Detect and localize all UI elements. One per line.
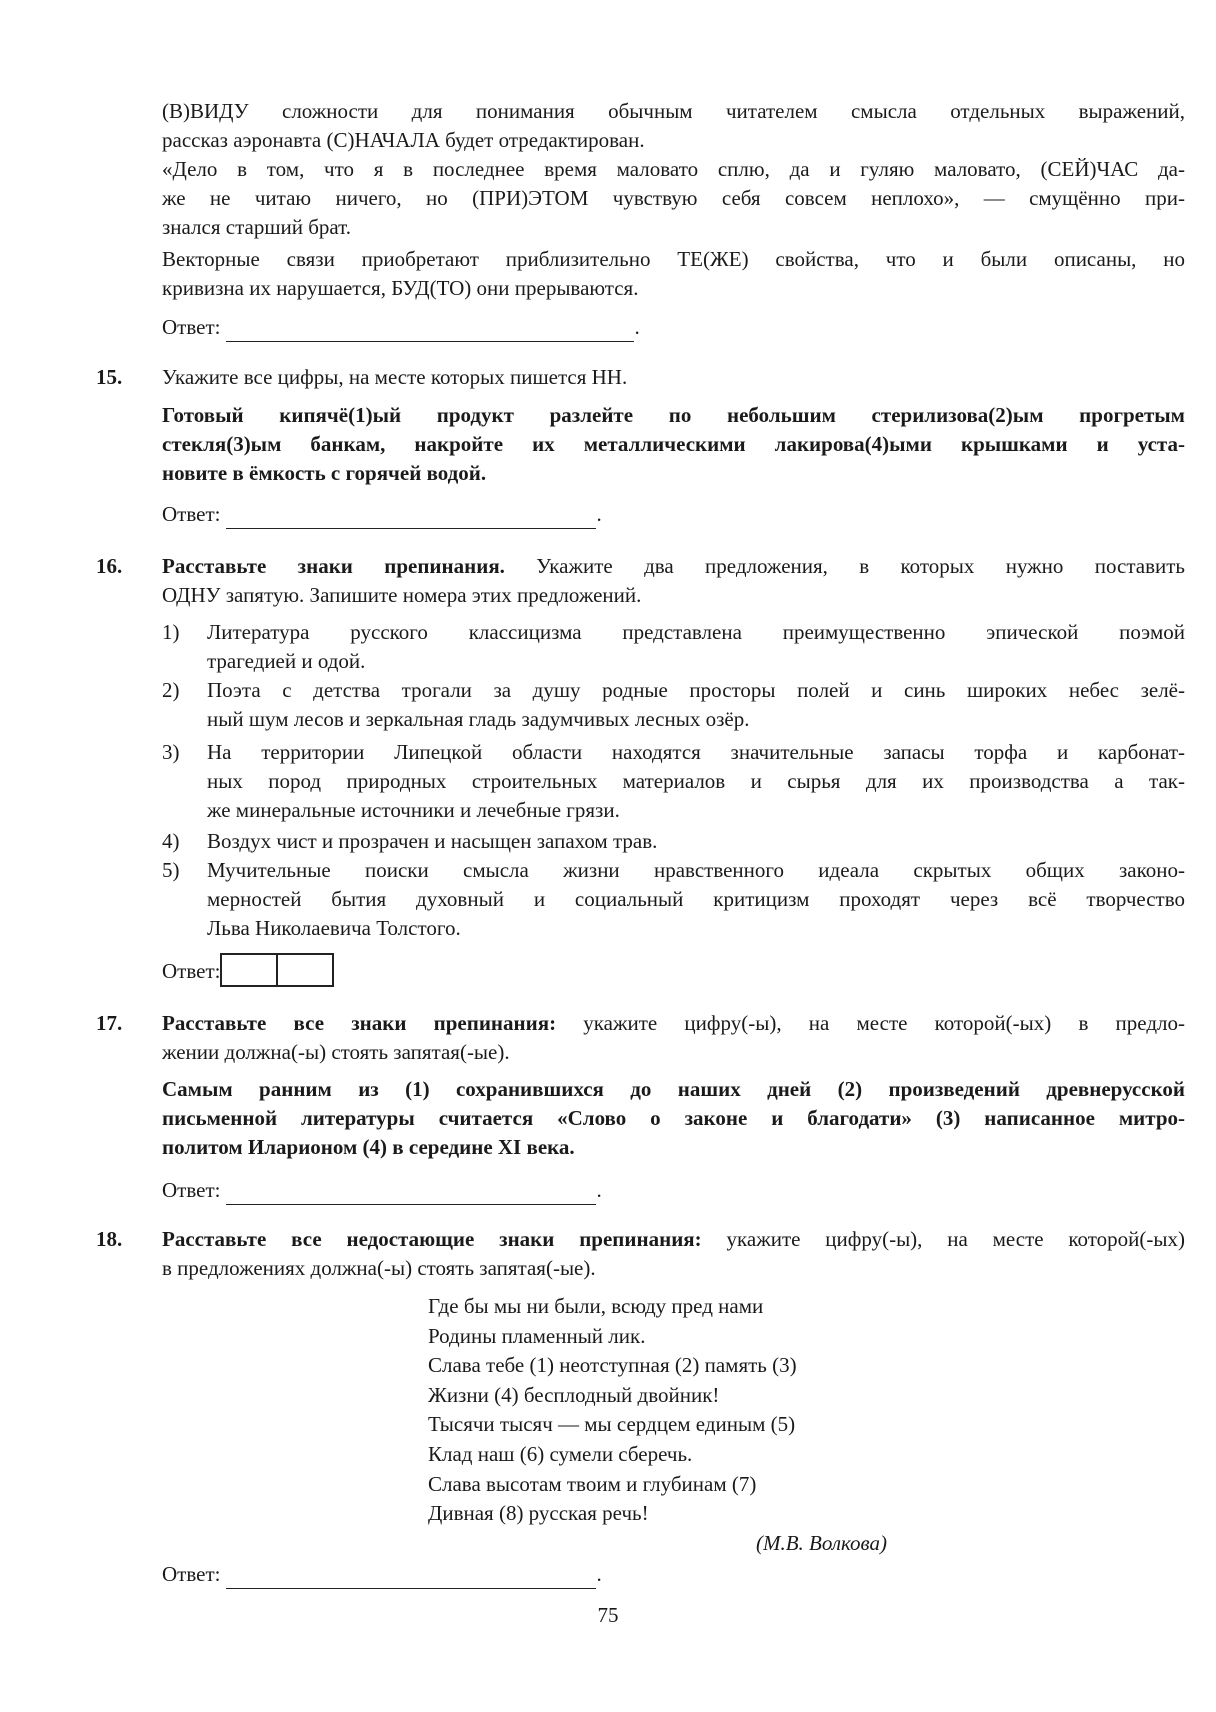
text-line: рассказ аэронавта (С)НАЧАЛА будет отредактирован. <box>162 128 645 152</box>
answer-line-17 <box>162 1176 602 1205</box>
text-line: Готовый кипячё(1)ый продукт разлейте по небольшим стерилизова(2)ым прогретым <box>162 403 1185 427</box>
item-number: 2) <box>162 678 180 702</box>
text-line: Поэта с детства трогали за душу родные просторы полей и синь широких небес зелё- <box>207 678 1185 702</box>
answer-field[interactable] <box>226 1182 596 1205</box>
question-15-text <box>162 401 1185 488</box>
poem-line: Дивная (8) русская речь! <box>428 1501 649 1526</box>
text-line: кривизна их нарушается, БУД(ТО) они прерываются. <box>162 276 639 300</box>
intro-paragraph-1 <box>162 97 1185 155</box>
question-15-prompt <box>162 363 1185 392</box>
text-line: Самым ранним из (1) сохранившихся до наших дней (2) произведений древнерусской <box>162 1077 1185 1101</box>
intro-paragraph-2 <box>162 155 1185 242</box>
prompt-text: Укажите все цифры, на месте которых пишется НН. <box>162 365 628 389</box>
text-line: трагедией и одой. <box>207 649 366 673</box>
prompt-rest: Укажите два предложения, в которых нужно поставить <box>504 554 1185 578</box>
text-line: Льва Николаевича Толстого. <box>207 916 461 940</box>
prompt-rest: укажите цифру(-ы), на месте которой(-ых) в предло- <box>556 1011 1185 1035</box>
question-18-prompt <box>162 1225 1185 1283</box>
answer-label: Ответ: <box>162 315 221 339</box>
answer-period: . <box>596 502 602 526</box>
prompt-rest: укажите цифру(-ы), на месте которой(-ых) <box>701 1227 1185 1251</box>
list-item-3 <box>162 738 1185 825</box>
prompt-bold: Расставьте знаки препинания. <box>162 554 505 578</box>
item-number: 5) <box>162 858 180 882</box>
text-line: знался старший брат. <box>162 215 352 239</box>
text-line: (В)ВИДУ сложности для понимания обычным читателем смысла отдельных выражений, <box>162 99 1185 123</box>
intro-paragraph-3 <box>162 245 1185 303</box>
answer-box-2[interactable] <box>278 953 334 987</box>
text-line: новите в ёмкость с горячей водой. <box>162 461 487 485</box>
poem-line: Родины пламенный лик. <box>428 1323 646 1348</box>
list-item-5 <box>162 856 1185 943</box>
list-item-2 <box>162 676 1185 734</box>
prompt-bold: Расставьте все недостающие знаки препинания: <box>162 1227 702 1251</box>
poem-line: Тысячи тысяч — мы сердцем единым (5) <box>428 1412 796 1437</box>
prompt-line-2: в предложениях должна(-ы) стоять запятая(-ые). <box>162 1256 596 1280</box>
question-number-16: 16. <box>96 554 123 578</box>
question-16-prompt <box>162 552 1185 610</box>
poem-line: Слава тебе (1) неотступная (2) память (3) <box>428 1353 797 1378</box>
poem-author: (М.В. Волкова) <box>755 1531 887 1555</box>
prompt-bold: Расставьте все знаки препинания: <box>162 1011 557 1035</box>
item-number: 1) <box>162 620 180 644</box>
answer-field[interactable] <box>226 506 596 529</box>
text-line: Мучительные поиски смысла жизни нравственного идеала скрытых общих законо- <box>207 858 1185 882</box>
item-number: 4) <box>162 829 180 853</box>
list-item-1 <box>162 618 1185 676</box>
answer-label: Ответ: <box>162 1562 221 1586</box>
page-number: 75 <box>597 1603 619 1627</box>
question-17-text <box>162 1075 1185 1162</box>
text-line: Векторные связи приобретают приблизительно ТЕ(ЖЕ) свойства, что и были описаны, но <box>162 247 1185 271</box>
text-line: Воздух чист и прозрачен и насыщен запахом трав. <box>207 829 658 853</box>
text-line: ный шум лесов и зеркальная гладь задумчивых лесных озёр. <box>207 707 750 731</box>
item-number: 3) <box>162 740 180 764</box>
question-number-17: 17. <box>96 1011 123 1035</box>
answer-boxes-16 <box>162 957 334 987</box>
answer-box-1[interactable] <box>220 953 278 987</box>
poem <box>428 1292 797 1529</box>
text-line: политом Иларионом (4) в середине XI века. <box>162 1135 575 1159</box>
text-line: же минеральные источники и лечебные грязи. <box>207 798 620 822</box>
answer-line-15 <box>162 500 602 529</box>
prompt-line-2: ОДНУ запятую. Запишите номера этих предложений. <box>162 583 642 607</box>
list-item-4 <box>162 827 1185 856</box>
answer-line-18 <box>162 1560 602 1589</box>
text-line: же не читаю ничего, но (ПРИ)ЭТОМ чувствую себя совсем неплохо», — смущённо при- <box>162 186 1185 210</box>
answer-label: Ответ: <box>162 1178 221 1202</box>
question-number-18: 18. <box>96 1227 123 1251</box>
text-line: Литература русского классицизма представлена преимущественно эпической поэмой <box>207 620 1185 644</box>
text-line: ных пород природных строительных материалов и сырья для их производства а так- <box>207 769 1185 793</box>
text-line: мерностей бытия духовный и социальный критицизм проходят через всё творчество <box>207 887 1185 911</box>
poem-line: Клад наш (6) сумели сберечь. <box>428 1441 693 1466</box>
text-line: «Дело в том, что я в последнее время маловато сплю, да и гуляю маловато, (СЕЙ)ЧАС да- <box>162 157 1185 181</box>
poem-line: Жизни (4) бесплодный двойник! <box>428 1382 720 1407</box>
poem-line: Где бы мы ни были, всюду пред нами <box>428 1294 764 1318</box>
text-line: На территории Липецкой области находятся значительные запасы торфа и карбонат- <box>207 740 1185 764</box>
answer-period: . <box>634 315 640 339</box>
poem-line: Слава высотам твоим и глубинам (7) <box>428 1471 757 1496</box>
answer-period: . <box>596 1562 602 1586</box>
question-17-prompt <box>162 1009 1185 1067</box>
answer-label: Ответ: <box>162 502 221 526</box>
answer-period: . <box>596 1178 602 1202</box>
text-line: стекля(3)ым банкам, накройте их металлическими лакирова(4)ыми крышками и уста- <box>162 432 1185 456</box>
question-number-15: 15. <box>96 365 123 389</box>
answer-label: Ответ: <box>162 959 221 983</box>
text-line: письменной литературы считается «Слово о законе и благодати» (3) написанное митро- <box>162 1106 1185 1130</box>
answer-field[interactable] <box>226 319 634 342</box>
answer-field[interactable] <box>226 1566 596 1589</box>
prompt-line-2: жении должна(-ы) стоять запятая(-ые). <box>162 1040 510 1064</box>
answer-line-14 <box>162 313 640 342</box>
